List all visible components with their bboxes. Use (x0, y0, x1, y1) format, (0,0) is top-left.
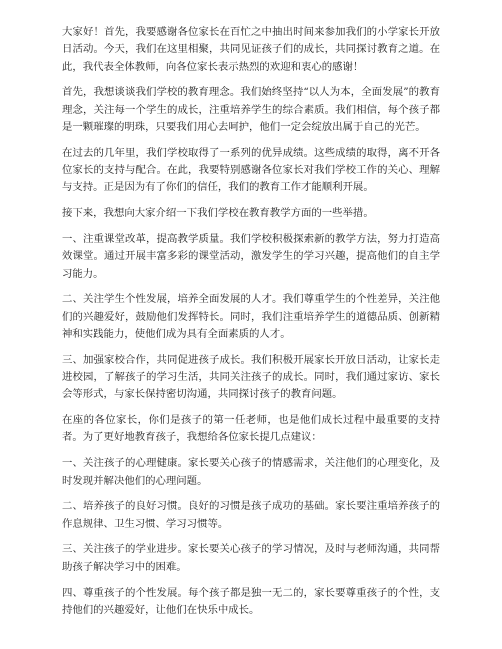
paragraph-measure-2: 二、关注学生个性发展，培养全面发展的人才。我们尊重学生的个性差异，关注他们的兴趣爱好，鼓励他们发挥特长。同时，我们注重培养学生的道德品质、创新精神和实践能力，使他们成为具有全面素质的人才。 (62, 293, 440, 340)
paragraph-measure-3: 三、加强家校合作，共同促进孩子成长。我们积极开展家长开放日活动，让家长走进校园，了解孩子的学习生活，共同关注孩子的成长。同时，我们通过家访、家长会等形式，与家长保持密切沟通，共同探讨孩子的教育问题。 (62, 353, 440, 401)
paragraph-advice-1: 一、关注孩子的心理健康。家长要关心孩子的情感需求，关注他们的心理变化，及时发现并解决他们的心理问题。 (62, 457, 440, 487)
paragraph-achievements: 在过去的几年里，我们学校取得了一系列的优异成绩。这些成绩的取得，离不开各位家长的支持与配合。在此，我要特别感谢各位家长对我们学校工作的关心、理解与支持。正是因为有了你们的信任，我们的教育工作才能顺利开展。 (62, 146, 440, 194)
paragraph-advice-4: 四、尊重孩子的个性发展。每个孩子都是独一无二的，家长要尊重孩子的个性，支持他们的兴趣爱好，让他们在快乐中成长。 (62, 586, 440, 616)
paragraph-philosophy: 首先，我想谈谈我们学校的教育理念。我们始终坚持“以人为本，全面发展”的教育理念，关注每一个学生的成长，注重培养学生的综合素质。我们相信，每个孩子都是一颗璀璨的明珠，只要我们用心去呵护，他们一定会绽放出属于自己的光芒。 (62, 86, 440, 133)
paragraph-advice-3: 三、关注孩子的学业进步。家长要关心孩子的学习情况，及时与老师沟通，共同帮助孩子解决学习中的困难。 (62, 543, 440, 573)
paragraph-measure-1: 一、注重课堂改革，提高教学质量。我们学校积极探索新的教学方法，努力打造高效课堂。通过开展丰富多彩的课堂活动，激发学生的学习兴趣，提高他们的自主学习能力。 (62, 232, 440, 280)
paragraph-intro-measures: 接下来，我想向大家介绍一下我们学校在教育教学方面的一些举措。 (62, 207, 374, 220)
paragraph-welcome: 大家好！首先，我要感谢各位家长在百忙之中抽出时间来参加我们的小学家长开放日活动。今天，我们在这里相聚，共同见证孩子们的成长，共同探讨教育之道。在此，我代表全体教师，向各位家长表示热烈的欢迎和衷心的感谢！ (62, 26, 440, 73)
document-body (62, 24, 440, 628)
paragraph-parents-intro: 在座的各位家长，你们是孩子的第一任老师，也是他们成长过程中最重要的支持者。为了更好地教育孩子，我想给各位家长提几点建议： (62, 414, 440, 444)
paragraph-advice-2: 二、培养孩子的良好习惯。良好的习惯是孩子成功的基础。家长要注重培养孩子的作息规律、卫生习惯、学习习惯等。 (62, 500, 440, 530)
